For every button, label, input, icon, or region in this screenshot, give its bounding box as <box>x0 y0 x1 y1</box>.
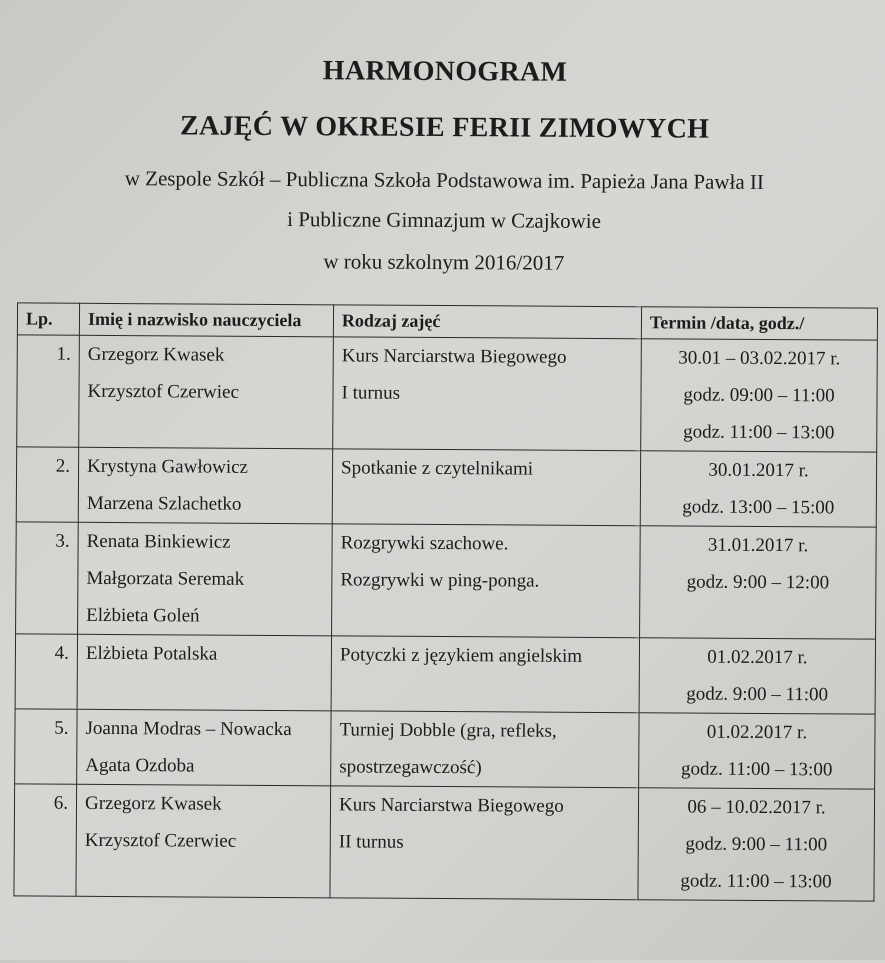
teacher-name-line: Joanna Modras – Nowacka <box>85 717 292 741</box>
activity-type-line: Spotkanie z czytelnikami <box>341 457 534 480</box>
row-number: 1. <box>17 335 80 447</box>
term-date-cell <box>639 713 875 789</box>
activity-type-line: Rozgrywki szachowe. <box>340 532 509 555</box>
teacher-name-line: Renata Binkiewicz <box>86 530 231 553</box>
teacher-name-line: Małgorzata Seremak <box>86 567 245 590</box>
term-date-line: godz. 9:00 – 11:00 <box>685 833 828 856</box>
teacher-name-cell <box>77 634 331 711</box>
teacher-name-cell <box>79 335 334 449</box>
schedule-table <box>13 302 878 901</box>
activity-type-line: Turniej Dobble (gra, refleks, <box>339 719 557 742</box>
term-date-cell <box>640 526 877 639</box>
term-date-line: godz. 9:00 – 12:00 <box>686 571 830 594</box>
teacher-name-line: Grzegorz Kwasek <box>87 343 225 366</box>
row-number: 3. <box>16 522 79 634</box>
table-row <box>16 522 877 639</box>
term-date-line: godz. 11:00 – 13:00 <box>681 758 833 781</box>
term-date-line: godz. 11:00 – 13:00 <box>680 870 832 893</box>
header-activity-type: Rodzaj zajęć <box>333 305 641 339</box>
term-date-line: godz. 9:00 – 11:00 <box>686 683 829 706</box>
teacher-name-line: Krystyna Gawłowicz <box>87 455 249 478</box>
teacher-name-line: Agata Ozdoba <box>85 754 195 777</box>
term-date-cell <box>641 339 878 452</box>
activity-type-cell <box>332 449 640 526</box>
term-date-line: 01.02.2017 r. <box>706 721 808 744</box>
row-number: 4. <box>15 634 77 709</box>
school-year: w roku szkolnym 2016/2017 <box>323 249 565 275</box>
teacher-name-line: Marzena Szlachetko <box>86 492 242 515</box>
row-number: 5. <box>15 709 77 784</box>
term-date-line: 31.01.2017 r. <box>707 534 809 557</box>
activity-type-line: I turnus <box>341 382 401 404</box>
teacher-name-line: Krzysztof Czerwiec <box>84 829 237 852</box>
term-date-cell <box>640 451 876 527</box>
term-date-cell <box>639 638 875 714</box>
school-name-line: w Zespole Szkół – Publiczna Szkoła Podstawowa im. Papieża Jana Pawła II <box>124 166 764 194</box>
activity-type-cell <box>331 711 639 788</box>
row-number: 6. <box>14 784 77 896</box>
teacher-name-line: Elżbieta Goleń <box>86 604 200 627</box>
activity-type-cell <box>331 636 639 713</box>
table-row <box>17 335 878 452</box>
table-row <box>15 709 875 789</box>
header-teacher: Imię i nazwisko nauczyciela <box>79 303 333 337</box>
teacher-name-line: Elżbieta Potalska <box>85 642 218 665</box>
activity-type-line: Rozgrywki w ping-ponga. <box>340 569 540 592</box>
activity-type-line: spostrzegawczość) <box>339 756 482 779</box>
teacher-name-line: Grzegorz Kwasek <box>84 792 222 815</box>
teacher-name-cell <box>78 447 332 524</box>
activity-type-cell <box>333 337 642 451</box>
term-date-line: 01.02.2017 r. <box>707 646 808 669</box>
activity-type-line: Kurs Narciarstwa Biegowego <box>341 345 567 368</box>
header-term: Termin /data, godz./ <box>641 307 877 340</box>
activity-type-cell <box>332 524 641 638</box>
term-date-cell <box>638 788 875 901</box>
teacher-name-cell <box>78 522 333 636</box>
teacher-name-cell <box>76 784 331 898</box>
document-title-subject: ZAJĘĆ W OKRESIE FERII ZIMOWYCH <box>179 110 710 145</box>
teacher-name-cell <box>77 709 331 786</box>
activity-type-line: Kurs Narciarstwa Biegowego <box>338 794 564 817</box>
activity-type-line: II turnus <box>338 831 404 853</box>
header-lp: Lp. <box>17 303 79 335</box>
term-date-line: 30.01 – 03.02.2017 r. <box>678 347 841 370</box>
activity-type-line: Potyczki z językiem angielskim <box>339 644 583 667</box>
table-row <box>15 634 875 714</box>
row-number: 2. <box>16 447 78 522</box>
table-header-row <box>17 303 877 340</box>
school-name-line-2: i Publiczne Gimnazjum w Czajkowie <box>287 207 602 233</box>
term-date-line: godz. 11:00 – 13:00 <box>683 421 835 444</box>
activity-type-cell <box>330 786 639 900</box>
term-date-line: godz. 13:00 – 15:00 <box>682 496 835 519</box>
document-title: HARMONOGRAM <box>322 55 568 88</box>
table-row <box>16 447 876 527</box>
table-row <box>14 784 875 901</box>
teacher-name-line: Krzysztof Czerwiec <box>87 380 240 403</box>
term-date-line: 30.01.2017 r. <box>708 459 809 482</box>
term-date-line: 06 – 10.02.2017 r. <box>687 796 826 819</box>
term-date-line: godz. 09:00 – 11:00 <box>683 384 835 407</box>
table-body <box>14 335 877 901</box>
